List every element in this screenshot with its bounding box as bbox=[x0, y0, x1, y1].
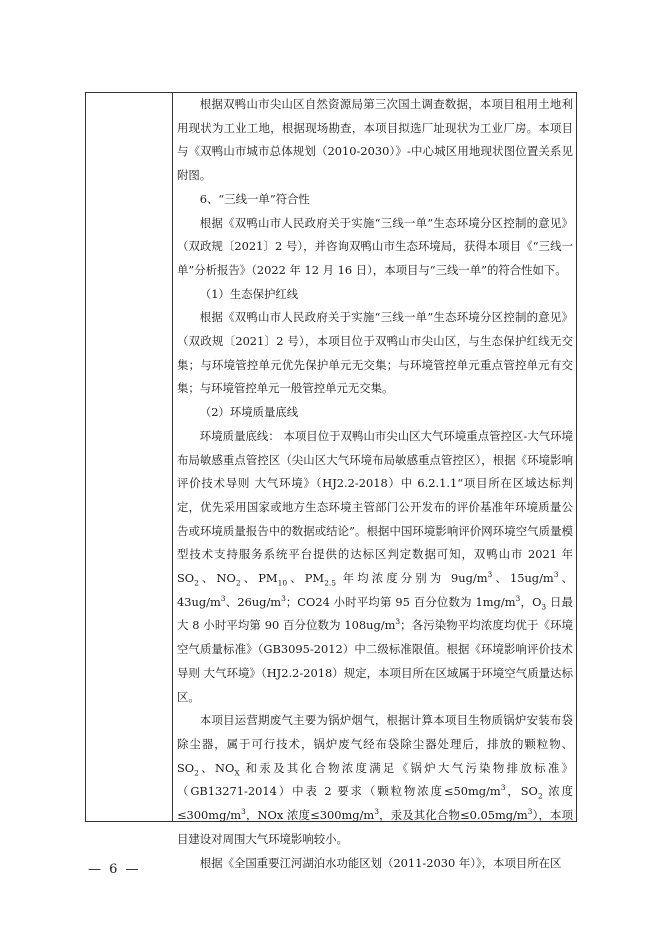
paragraph-eco-redline: 根据《双鸭山市人民政府关于实施“三线一单”生态环境分区控制的意见》（双政规〔2021〕2 号），本项目位于双鸭山市尖山区，与生态保护红线无交集；与环境管控单元优先保护单元无交集；与环境管控单元重点管控单元有交集；与环境管控单元一般管控单元无交集。 bbox=[177, 310, 573, 396]
heading-eco-redline: （1）生态保护红线 bbox=[199, 286, 299, 301]
table-content-cell bbox=[177, 93, 573, 875]
document-table bbox=[85, 92, 577, 870]
paragraph-land-use: 根据双鸭山市尖山区自然资源局第三次国土调查数据，本项目租用土地利用现状为工业工地，根据现场勘查，本项目拟选厂址现状为工业厂房。本项目与《双鸭山市城市总体规划（2010-2030）》-中心城区用地现状图位置关系见附图。 bbox=[177, 97, 573, 183]
heading-three-lines: 6、“三线一单”符合性 bbox=[199, 191, 310, 206]
paragraph-water-function: 根据《全国重要江河湖泊水功能区划（2011-2030 年）》，本项目所在区 bbox=[199, 855, 562, 870]
page-number: — 6 — bbox=[88, 862, 141, 877]
paragraph-boiler-emissions: 本项目运营期废气主要为锅炉烟气，根据计算本项目生物质锅炉安装布袋除尘器，属于可行技术，锅炉废气经布袋除尘器处理后，排放的颗粒物、$SO_2$、$NO_X$ 和汞及其化合物浓度满足《锅炉大气污染物排放标准》（GB13271-2014）中表 2 要求（颗粒物浓度$\le 50mg/m^3$，$SO_2$ 浓度$\le 300mg/m^3$，NOx 浓度$\le 300mg/m^3$，汞及其化合物$\le 0.05mg/m^3$），本项目建设对周围大气环境影响较小。 bbox=[177, 713, 573, 846]
paragraph-three-lines-intro: 根据《双鸭山市人民政府关于实施“三线一单”生态环境分区控制的意见》（双政规〔2021〕2 号），并咨询双鸭山市生态环境局，获得本项目《“三线一单”分析报告》（2022 年 12 月 16 日），本项目与“三线一单”的符合性如下。 bbox=[177, 215, 573, 277]
heading-env-quality: （2）环境质量底线 bbox=[199, 405, 299, 420]
paragraph-env-quality: 环境质量底线： 本项目位于双鸭山市尖山区大气环境重点管控区-大气环境布局敏感重点管控区（尖山区大气环境布局敏感重点管控区），根据《环境影响评价技术导则 大气环境》（HJ2.2-2018）中 6.2.1.1“项目所在区域达标判定，优先采用国家或地方生态环境主管部门公开发布的评价基准年环境质量公告或环境质量报告中的数据或结论”。根据中国环境影响评价网环境空气质量模型技术支持服务系统平台提供的达标区判定数据可知，双鸭山市 2021 年 $SO_2$、$NO_2$、$PM_{10}$、$PM_{2.5}$ 年均浓度分别为 $9ug/m^3$、$15ug/m^3$、$43ug/m^3$、$26ug/m^3$；CO24 小时平均第 95 百分位数为 $1mg/m^3$，$O_3$ 日最大 8 小时平均第 90 百分位数为 $108ug/m^3$；各污染物平均浓度均优于《环境空气质量标准》（GB3095-2012）中二级标准限值。根据《环境影响评价技术导则 大气环境》（HJ2.2-2018）规定，本项目所在区域属于环境空气质量达标区。 bbox=[177, 428, 574, 704]
column-divider bbox=[172, 93, 173, 821]
